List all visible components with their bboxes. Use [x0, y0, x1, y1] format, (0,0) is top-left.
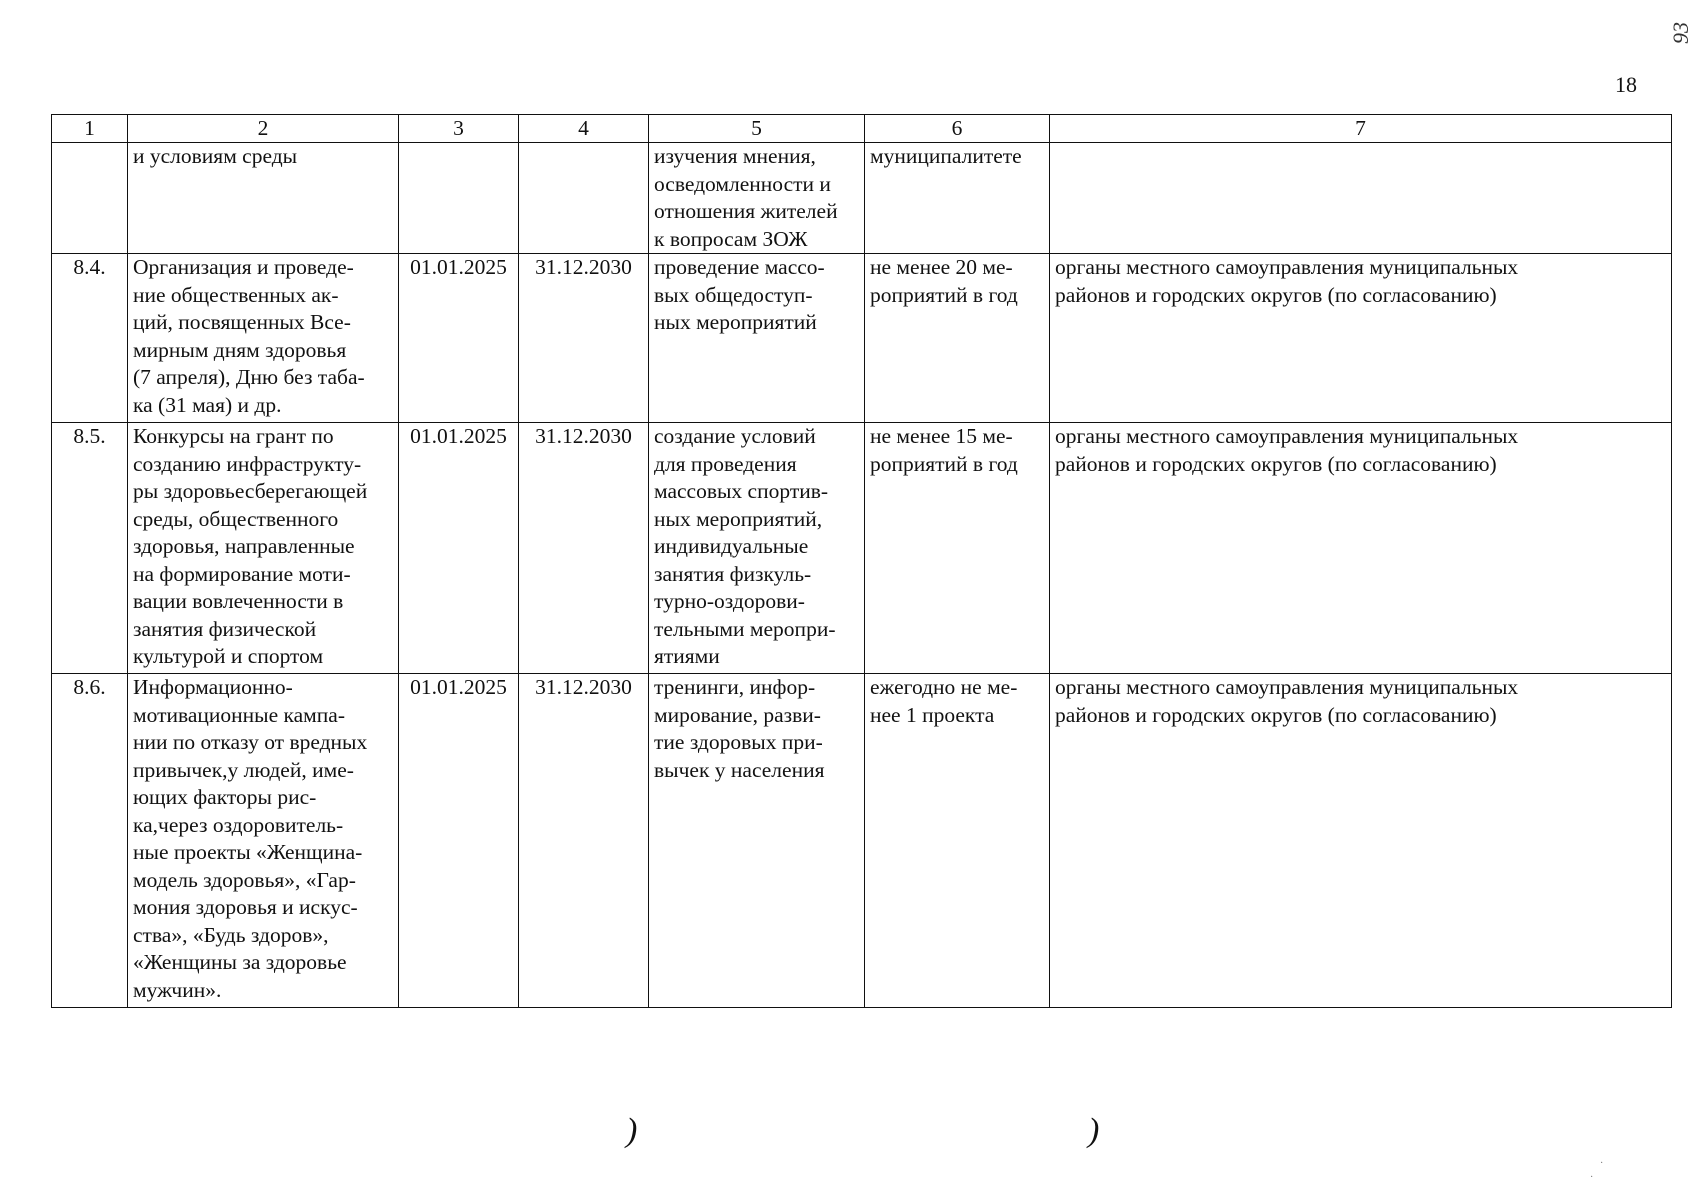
- row-start-date: 01.01.2025: [399, 423, 519, 674]
- header-col-4: 4: [519, 115, 649, 143]
- row-measure-name: и условиям среды: [128, 143, 399, 254]
- row-measure-name: Информационно- мотивационные кампа- нии по отказу от вредных привычек,у людей, име- ющих факторы рис- ка,через оздоровитель- ные проекты «Женщина- модель здоровья», «Гар- мония здоровья и искус- ства», «Будь здоров», «Женщины за здоровье мужчин».: [128, 674, 399, 1008]
- header-col-6: 6: [865, 115, 1050, 143]
- row-expected-result: создание условий для проведения массовых спортив- ных мероприятий, индивидуальные занятия физкуль- турно-оздорови- тельными меропри- ятиями: [649, 423, 865, 674]
- row-measure-name: Организация и проведе- ние общественных ак- ций, посвященных Все- мирным дням здоровья (7 апреля), Дню без таба- ка (31 мая) и др.: [128, 254, 399, 423]
- header-col-7: 7: [1050, 115, 1672, 143]
- row-end-date: 31.12.2030: [519, 254, 649, 423]
- table-row: [52, 254, 1672, 423]
- row-indicator: не менее 20 ме- роприятий в год: [865, 254, 1050, 423]
- scan-speck: ·: [1600, 1158, 1604, 1169]
- table-row: [52, 143, 1672, 254]
- row-start-date: 01.01.2025: [399, 254, 519, 423]
- footer-mark-left: ): [626, 1112, 638, 1149]
- measures-table: [51, 114, 1672, 1008]
- header-col-3: 3: [399, 115, 519, 143]
- header-col-2: 2: [128, 115, 399, 143]
- row-indicator: ежегодно не ме- нее 1 проекта: [865, 674, 1050, 1008]
- corner-handwritten-mark: 93: [1668, 22, 1693, 44]
- row-number: [52, 143, 128, 254]
- header-col-1: 1: [52, 115, 128, 143]
- table-row: [52, 423, 1672, 674]
- row-number: 8.6.: [52, 674, 128, 1008]
- row-start-date: [399, 143, 519, 254]
- row-executor: органы местного самоуправления муниципальных районов и городских округов (по согласованию): [1050, 674, 1672, 1008]
- table-header-row: [52, 115, 1672, 143]
- row-end-date: 31.12.2030: [519, 423, 649, 674]
- row-measure-name: Конкурсы на грант по созданию инфраструкту- ры здоровьесберегающей среды, общественного здоровья, направленные на формирование моти- вации вовлеченности в занятия физической культурой и спортом: [128, 423, 399, 674]
- row-expected-result: тренинги, инфор- мирование, разви- тие здоровых при- вычек у населения: [649, 674, 865, 1008]
- table-header: [52, 115, 1672, 143]
- row-indicator: не менее 15 ме- роприятий в год: [865, 423, 1050, 674]
- footer-mark-right: ): [1088, 1112, 1100, 1149]
- scan-speck: ·: [1590, 1172, 1594, 1183]
- row-expected-result: проведение массо- вых общедоступ- ных мероприятий: [649, 254, 865, 423]
- row-executor: [1050, 143, 1672, 254]
- table-row: [52, 674, 1672, 1008]
- row-end-date: [519, 143, 649, 254]
- page-number: 18: [1615, 72, 1637, 97]
- row-start-date: 01.01.2025: [399, 674, 519, 1008]
- row-indicator: муниципалитете: [865, 143, 1050, 254]
- header-col-5: 5: [649, 115, 865, 143]
- row-executor: органы местного самоуправления муниципальных районов и городских округов (по согласованию): [1050, 254, 1672, 423]
- row-executor: органы местного самоуправления муниципальных районов и городских округов (по согласованию): [1050, 423, 1672, 674]
- row-end-date: 31.12.2030: [519, 674, 649, 1008]
- row-number: 8.5.: [52, 423, 128, 674]
- row-expected-result: изучения мнения, осведомленности и отношения жителей к вопросам ЗОЖ: [649, 143, 865, 254]
- row-number: 8.4.: [52, 254, 128, 423]
